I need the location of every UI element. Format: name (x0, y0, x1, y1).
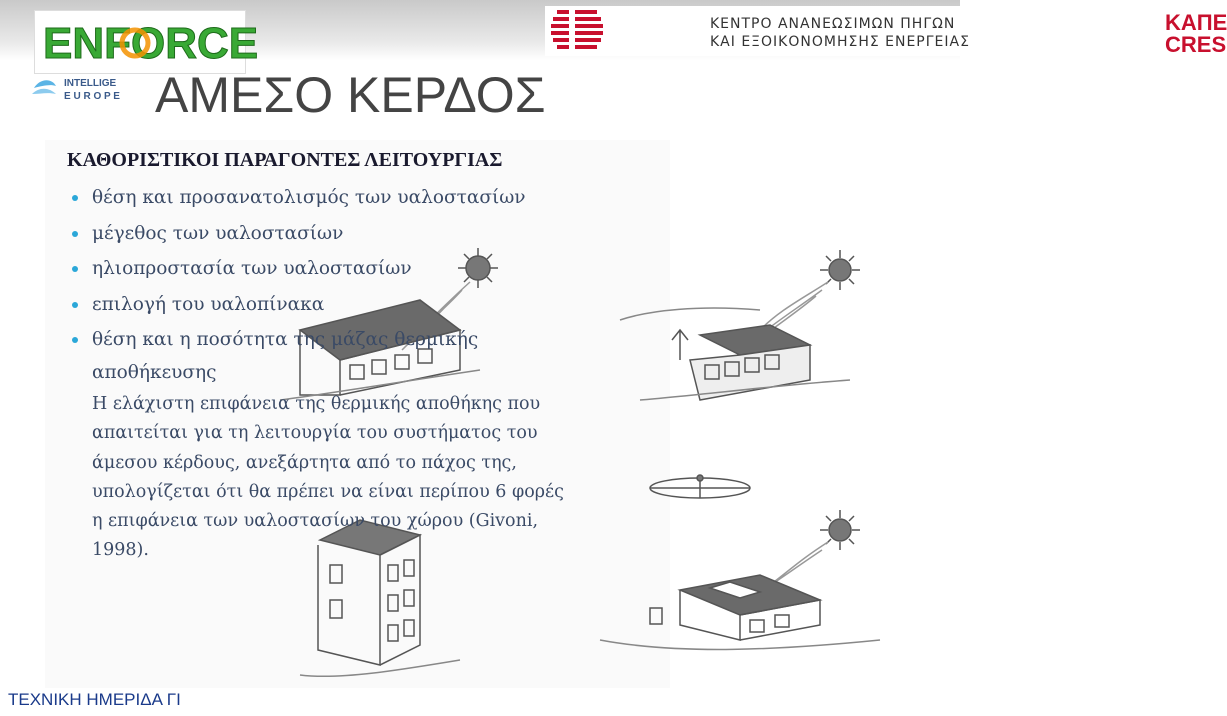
kape-acronym: ΚΑΠΕ (1165, 10, 1227, 35)
cres-acronym: CRES (1165, 32, 1227, 57)
paragraph-line: απαιτείται για τη λειτουργία του συστήματος του (92, 423, 538, 444)
thermal-storage-paragraph (92, 390, 672, 566)
section-heading: ΚΑΘΟΡΙΣΤΙΚΟΙ ΠΑΡΑΓΟΝΤΕΣ ΛΕΙΤΟΥΡΓΙΑΣ (67, 149, 503, 171)
paragraph-line: υπολογίζεται ότι θα πρέπει να είναι περίπου 6 φορές (92, 481, 564, 502)
paragraph-line: η επιφάνεια των υαλοστασίων του χώρου (Givoni, (92, 511, 539, 532)
list-item: θέση και προσανατολισμός των υαλοστασίων (72, 180, 526, 216)
slide-title: ΑΜΕΣΟ ΚΕΡΔΟΣ (155, 67, 546, 123)
list-item: επιλογή του υαλοπίνακα (72, 287, 526, 323)
list-item: μέγεθος των υαλοστασίων (72, 216, 526, 252)
list-item: ηλιοπροστασία των υαλοστασίων (72, 251, 526, 287)
paragraph-line: 1998). (92, 540, 149, 561)
ie-logo-line2: E U R O P E (64, 91, 120, 102)
kape-line2: ΚΑΙ ΕΞΟΙΚΟΝΟΜΗΣΗΣ ΕΝΕΡΓΕΙΑΣ (710, 34, 970, 50)
list-item: θέση και η ποσότητα της μάζας θερμικής (72, 322, 526, 358)
list-item-continuation: αποθήκευσης (92, 361, 217, 383)
enforce-logo-text: ENFORCE (43, 19, 259, 68)
kape-line1: ΚΕΝΤΡΟ ΑΝΑΝΕΩΣΙΜΩΝ ΠΗΓΩΝ (710, 16, 956, 32)
house-illustration-right-top (620, 308, 850, 400)
house-illustration-bottom-right (600, 575, 880, 649)
paragraph-line: Η ελάχιστη επιφάνεια της θερμικής αποθήκης που (92, 394, 541, 414)
paragraph-line: άμεσου κέρδους, ανεξάρτητα από το πάχος της, (92, 452, 517, 473)
footer-event-name: ΤΕΧΝΙΚΗ ΗΜΕΡΙΔΑ ΓΙ (8, 690, 181, 709)
ie-logo-line1: INTELLIGE (64, 78, 117, 89)
factor-list (72, 180, 526, 387)
